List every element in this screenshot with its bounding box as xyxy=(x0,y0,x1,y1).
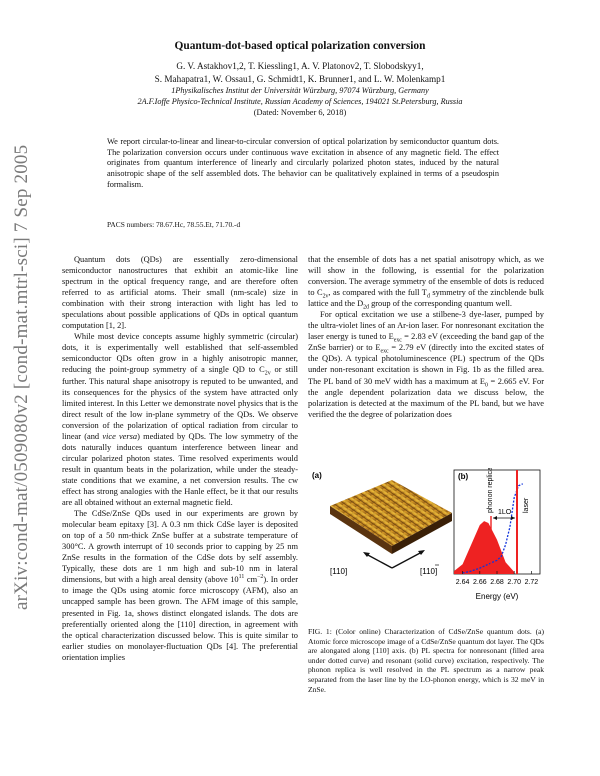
arrowhead xyxy=(511,516,515,520)
x-tick-label: 2.70 xyxy=(507,579,522,586)
direction-1-10-label: [110] xyxy=(420,567,438,576)
date-line: (Dated: November 6, 2018) xyxy=(253,108,347,118)
affiliation-1: 1Physikalisches Institut der Universität Würzburg, 97074 Würzburg, Germany xyxy=(171,86,429,96)
author-block xyxy=(60,60,540,119)
panel-b-label: (b) xyxy=(458,472,469,481)
x-tick-label: 2.68 xyxy=(490,579,504,586)
author-line-2: S. Mahapatra1, W. Ossau1, G. Schmidt1, K. Brunner1, and L. W. Molenkamp1 xyxy=(154,73,446,84)
paragraph: While most device concepts assume highly symmetric (circular) dots, it is experimentally well established that self-assembled semiconductor QDs often grow in a highly anisotropic manner, reducing the point-group symmetry of a single QD to $C_{2v}$ or still further. This natural shape anisotropy is reputed to be unwanted, and its consequences for the physics of the system have attracted only limited interest. In this Letter we demonstrate novel physics that is the direct result of the low in-plane symmetry of the QDs. We observe conversion of the polarization of optical radiation from circular to linear (and vice versa) mediated by QDs. The low symmetry of the dots naturally induces quantum interference between linear and circular polarized photon states. Time resolved experiments would result in quantum beats in the polarization, while under the steady-state conditions that we examine, a net conversion results. The cw effect has strong analogies with the Hanle effect, be it that our results are all obtained without an external magnetic field. xyxy=(62,332,299,508)
paragraph: For optical excitation we use a stilbene-3 dye-laser, pumped by the ultra-violet lines of an Ar-ion laser. For nonresonant excitation the laser energy is tuned to $E_{exc} = 2.83$ eV (exceeding the band gap of the ZnSe barrier) or to $E_{exc} = 2.79$ eV (directly into the excited states of the QDs). A typical photoluminescence (PL) spectrum of the QDs under non-resonant excitation is shown in Fig. 1b as the filled area. The PL band of 30 meV width has a maximum at $E_0 = 2.665$ eV. For the angle dependent polarization data we discuss below, the polarization is detected at the maximum of the PL band, but we have verified the the degree of polarization does xyxy=(308,310,545,419)
figure-1 xyxy=(310,468,546,613)
paper-title: Quantum-dot-based optical polarization conversion xyxy=(174,40,426,52)
figure-caption: FIG. 1: (Color online) Characterization of CdSe/ZnSe quantum dots. (a) Atomic force microscope image of a CdSe/ZnSe quantum dot layer. The QDs are alongated along [110] axis. (b) PL spectra for nonresonant (filled area under dotted curve) and resonant (solid curve) excitation, respectively. The phonon replica is well resolved in the PL spectrum as a narrow peak separated from the laser line by the LO-phonon energy, which is 32 meV in ZnSe. xyxy=(308,627,544,694)
right-column xyxy=(308,254,544,420)
lo-label: 1LO xyxy=(498,509,512,516)
paragraph: that the ensemble of dots has a net spatial anisotropy which, as we will show in the following, is essential for the polarization conversion. The average symmetry of the ensemble of dots is reduced to $C_{2v}$, as compared with the full $T_d$ symmetry of the zincblende bulk lattice and the $D_{2d}$ group of the corresponding quantum well. xyxy=(308,255,544,311)
paragraph: The CdSe/ZnSe QDs used in our experiments are grown by molecular beam epitaxy [3]. A 0.3 nm thick CdSe layer is deposited on top of a 50 nm-thick ZnSe buffer at a substrate temperature of 300°C. A growth interrupt of 10 seconds prior to capping by 25 nm ZnSe results in the formation of the CdSe dots by self assembly. Typically, these dots are 1 nm high and sub-10 nm in lateral dimensions, but with a high areal density (above $10^{11}$ $cm^{-2}$). In order to image the QDs using atomic force microscopy (AFM), also an uncapped sample has been grown. The AFM image of this sample, presented in Fig. 1a, shows distinct elongated islands. The dots are preferentially oriented along the [110] direction, in agreement with the optical characterization discussed below. This is quite similar to earlier studies on monolayer-fluctuation QDs [4]. The preferential orientation implies xyxy=(62,509,298,662)
left-column xyxy=(62,254,298,663)
figure-svg xyxy=(310,468,546,613)
panel-a-label: (a) xyxy=(312,471,322,480)
arrow-1-10 xyxy=(392,552,422,568)
pacs-numbers: PACS numbers: 78.67.Hc, 78.55.Et, 71.70.-d xyxy=(107,220,241,229)
abstract: We report circular-to-linear and linear-to-circular conversion of optical polarization by semiconductor quantum dots. The polarization conversion occurs under continuous wave excitation in absence of any magnetic field. The effect originates from quantum interference of linearly and circularly polarized photon states, induced by the natural anisotropic shape of the self assembled dots. The behavior can be qualitatively explained in terms of a pseudospin formalism. xyxy=(107,137,499,189)
laser-label: laser xyxy=(523,497,530,513)
x-axis-label: Energy (eV) xyxy=(475,592,519,601)
direction-110-label: [110] xyxy=(330,567,348,576)
x-tick-label: 2.64 xyxy=(455,579,470,586)
x-tick-label: 2.66 xyxy=(472,579,487,586)
afm-surface xyxy=(330,480,452,546)
arxiv-id: arXiv:cond-mat/0509080v2 [cond-mat.mtrl-sci] 7 Sep 2005 xyxy=(11,144,32,610)
pl-plot xyxy=(454,468,540,601)
arrow-110 xyxy=(366,554,392,568)
author-line-1: G. V. Astakhov1,2, T. Kiessling1, A. V. Platonov2, T. Slobodskyy1, xyxy=(176,61,424,71)
arrowhead xyxy=(493,516,497,520)
paragraph: Quantum dots (QDs) are essentially zero-dimensional semiconductor nanostructures that exhibit an atomic-like line spectrum in the optical frequency range, and are therefore often referred to as artificial atoms. Their small (nm-scale) size in combination with their strong interaction with light has led to speculations about possible applications of QDs in optical quantum computation [1, 2]. xyxy=(62,255,298,331)
affiliation-2: 2A.F.Ioffe Physico-Technical Institute, Russian Academy of Sciences, 194021 St.Petersburg, Russia xyxy=(137,97,463,107)
x-tick-label: 2.72 xyxy=(524,579,539,586)
phonon-replica-label: phonon replica xyxy=(487,468,494,513)
